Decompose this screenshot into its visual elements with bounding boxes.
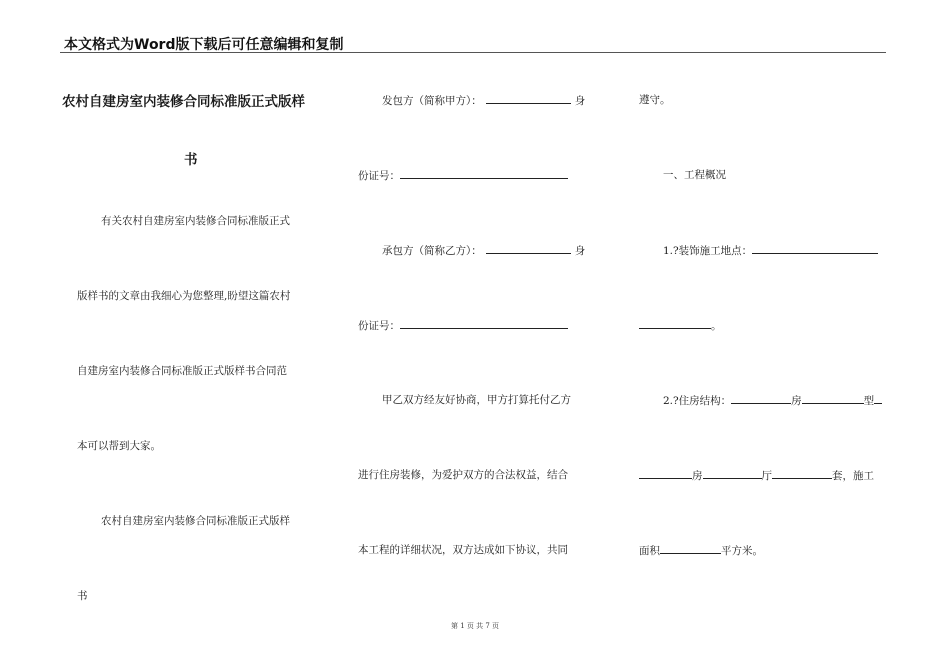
document-title-line-2: 书 <box>184 152 198 168</box>
party-b-suffix: 身 <box>574 245 586 257</box>
intro-line-3: 自建房室内装修合同标准版正式版样书合同范 <box>77 365 287 377</box>
subtitle-line-2: 书 <box>77 590 88 602</box>
house-structure-label: 2.?住房结构： <box>663 395 732 407</box>
house-type-tail-blank <box>874 393 882 404</box>
party-a-name-blank <box>486 93 571 104</box>
party-a-line <box>382 93 585 108</box>
party-b-name-blank <box>486 243 571 254</box>
units-blank <box>772 468 832 479</box>
party-b-id-line <box>358 318 568 333</box>
area-unit: 平方米。 <box>721 545 763 557</box>
col3-line-1: 遵守。 <box>639 94 671 106</box>
agreement-line-3: 本工程的详细状况，双方达成如下协议，共同 <box>358 544 568 556</box>
house-type-blank <box>802 393 864 404</box>
area-line <box>639 543 763 558</box>
party-a-id-label: 份证号： <box>358 170 400 182</box>
header-title: 本文格式为Word版下载后可任意编辑和复制 <box>64 37 344 53</box>
agreement-line-1: 甲乙双方经友好协商，甲方打算托付乙方 <box>382 394 571 406</box>
party-b-label: 承包方（简称乙方）： <box>382 245 482 257</box>
party-a-id-line <box>358 168 568 183</box>
area-label: 面积 <box>639 545 660 557</box>
site-address-end: 。 <box>711 320 722 332</box>
site-address-label: 1.?装饰施工地点： <box>663 245 753 257</box>
house-rooms-blank <box>731 393 791 404</box>
page-number: 第 1 页 共 7 页 <box>450 622 500 630</box>
section-heading-project-overview: 一、工程概况 <box>663 169 726 181</box>
intro-line-1: 有关农村自建房室内装修合同标准版正式 <box>101 215 290 227</box>
intro-line-4: 本可以帮到大家。 <box>77 440 161 452</box>
bedrooms-blank <box>639 468 692 479</box>
intro-line-2: 版样书的文章由我细心为您整理,盼望这篇农村 <box>77 290 291 302</box>
party-b-id-label: 份证号： <box>358 320 400 332</box>
site-address-line <box>663 243 878 258</box>
agreement-line-2: 进行住房装修，为爱护双方的合法权益，结合 <box>358 469 568 481</box>
halls-blank <box>703 468 762 479</box>
document-title-line-1: 农村自建房室内装修合同标准版正式版样 <box>62 94 305 110</box>
house-type-label: 型 <box>863 395 875 407</box>
site-address-blank <box>752 243 878 254</box>
house-structure-line <box>663 393 882 408</box>
party-a-id-blank <box>400 168 568 179</box>
house-rooms-label: 房 <box>791 395 802 407</box>
site-address-cont-blank <box>639 318 711 329</box>
site-address-cont-line <box>639 318 722 333</box>
party-a-suffix: 身 <box>574 95 586 107</box>
room-layout-line <box>639 468 874 483</box>
party-b-line <box>382 243 585 258</box>
subtitle-line-1: 农村自建房室内装修合同标准版正式版样 <box>101 515 290 527</box>
units-label: 套，施工 <box>832 470 874 482</box>
party-b-id-blank <box>400 318 568 329</box>
header-divider <box>60 52 886 53</box>
bedrooms-label: 房 <box>692 470 703 482</box>
halls-label: 厅 <box>761 470 772 482</box>
party-a-label: 发包方（简称甲方）： <box>382 95 482 107</box>
area-blank <box>660 543 721 554</box>
